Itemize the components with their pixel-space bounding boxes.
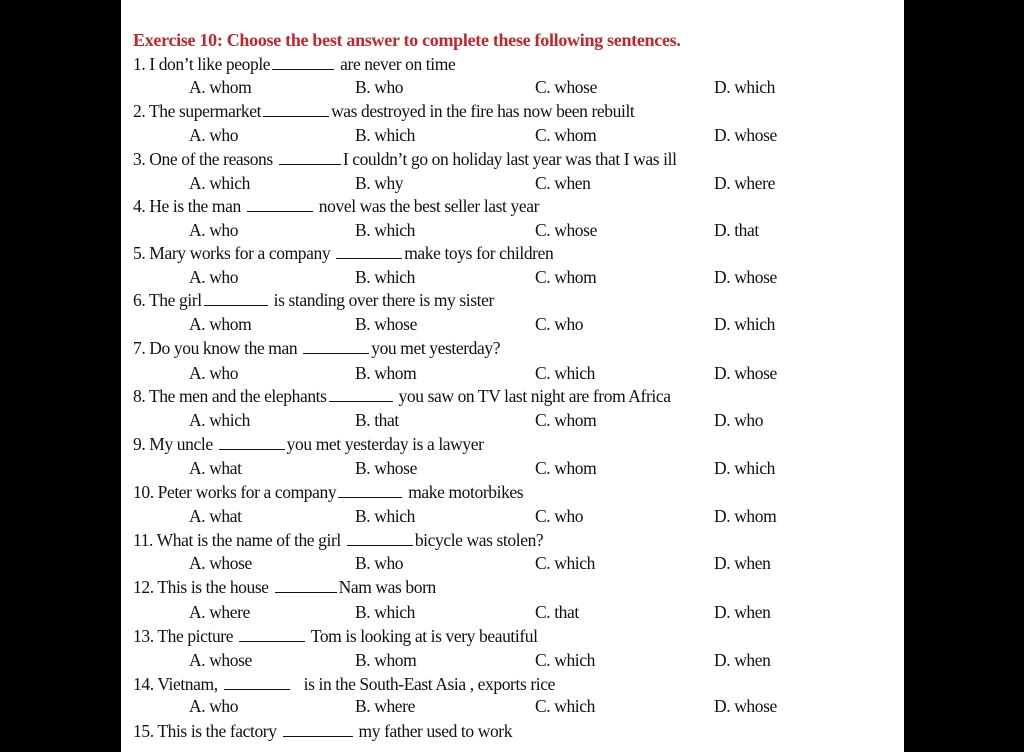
option-d: D. that xyxy=(714,220,759,240)
answer-blank xyxy=(338,483,402,498)
question-4-text: 4. He is the man xyxy=(133,196,241,216)
question-13-rest: Tom is looking at is very beautiful xyxy=(310,626,538,646)
question-8-rest: you saw on TV last night are from Africa xyxy=(398,386,671,406)
option-d: D. when xyxy=(714,553,771,573)
question-6 xyxy=(133,290,494,310)
question-2-text: 2. The supermarket xyxy=(133,101,262,121)
option-c: C. whom xyxy=(535,458,597,478)
option-a: A. who xyxy=(189,696,239,716)
option-c: C. who xyxy=(535,506,584,526)
option-b: B. who xyxy=(355,553,404,573)
question-10 xyxy=(133,482,523,502)
question-10-rest: make motorbikes xyxy=(408,482,524,502)
answer-blank xyxy=(283,722,353,737)
option-a: A. whom xyxy=(189,77,252,97)
question-3-text: 3. One of the reasons xyxy=(133,149,273,169)
question-4-rest: novel was the best seller last year xyxy=(318,196,540,216)
option-a: A. who xyxy=(189,267,239,287)
option-d: D. whose xyxy=(714,267,777,287)
option-b: B. whom xyxy=(355,650,417,670)
option-c: C. that xyxy=(535,602,579,622)
option-a: A. who xyxy=(189,220,239,240)
option-b: B. whose xyxy=(355,314,417,334)
option-a: A. where xyxy=(189,602,250,622)
option-c: C. whom xyxy=(535,267,597,287)
question-10-text: 10. Peter works for a company xyxy=(133,482,337,502)
option-a: A. whom xyxy=(189,314,252,334)
question-2-rest: was destroyed in the fire has now been rebuilt xyxy=(331,101,635,121)
option-d: D. when xyxy=(714,602,771,622)
option-b: B. whom xyxy=(355,363,417,383)
question-14-text: 14. Vietnam, xyxy=(133,674,218,694)
option-d: D. whose xyxy=(714,125,777,145)
option-c: C. when xyxy=(535,173,591,193)
answer-blank xyxy=(329,387,393,402)
worksheet-page xyxy=(121,0,904,752)
option-a: A. who xyxy=(189,125,239,145)
question-5-rest: make toys for children xyxy=(404,243,554,263)
option-a: A. whose xyxy=(189,553,252,573)
option-c: C. who xyxy=(535,314,584,334)
option-b: B. where xyxy=(355,696,415,716)
question-14-rest: is in the South-East Asia , exports rice xyxy=(303,674,555,694)
question-11-rest: bicycle was stolen? xyxy=(414,530,544,550)
answer-blank xyxy=(204,291,268,306)
question-11-text: 11. What is the name of the girl xyxy=(133,530,341,550)
question-15-text: 15. This is the factory xyxy=(133,721,277,741)
exercise-title: Exercise 10: Choose the best answer to complete these following sentences. xyxy=(133,30,681,50)
option-b: B. which xyxy=(355,602,415,622)
option-b: B. why xyxy=(355,173,404,193)
option-b: B. whose xyxy=(355,458,417,478)
option-a: A. what xyxy=(189,506,242,526)
option-b: B. who xyxy=(355,77,404,97)
option-c: C. which xyxy=(535,696,595,716)
question-8-text: 8. The men and the elephants xyxy=(133,386,327,406)
option-c: C. which xyxy=(535,363,595,383)
option-d: D. which xyxy=(714,314,775,334)
answer-blank xyxy=(275,578,337,593)
option-c: C. which xyxy=(535,650,595,670)
option-d: D. which xyxy=(714,77,775,97)
option-b: B. which xyxy=(355,506,415,526)
question-3 xyxy=(133,149,677,169)
question-1 xyxy=(133,54,455,74)
question-1-text: 1. I don’t like people xyxy=(133,54,271,74)
question-4 xyxy=(133,196,539,216)
answer-blank xyxy=(272,55,334,70)
question-12 xyxy=(133,577,436,597)
option-a: A. which xyxy=(189,173,250,193)
question-14 xyxy=(133,674,555,694)
option-d: D. whom xyxy=(714,506,777,526)
option-b: B. which xyxy=(355,220,415,240)
answer-blank xyxy=(247,197,313,212)
question-1-rest: are never on time xyxy=(340,54,456,74)
option-a: A. who xyxy=(189,363,239,383)
question-12-rest: Nam was born xyxy=(338,577,436,597)
answer-blank xyxy=(303,339,369,354)
answer-blank xyxy=(224,675,290,690)
question-6-text: 6. The girl xyxy=(133,290,202,310)
option-a: A. what xyxy=(189,458,242,478)
question-12-text: 12. This is the house xyxy=(133,577,269,597)
question-2 xyxy=(133,101,634,121)
option-b: B. which xyxy=(355,125,415,145)
question-13-text: 13. The picture xyxy=(133,626,234,646)
option-d: D. whose xyxy=(714,363,777,383)
option-c: C. whom xyxy=(535,410,597,430)
answer-blank xyxy=(239,627,305,642)
answer-blank xyxy=(279,150,341,165)
question-8 xyxy=(133,386,671,406)
answer-blank xyxy=(219,435,285,450)
option-c: C. whom xyxy=(535,125,597,145)
answer-blank xyxy=(347,531,413,546)
option-d: D. when xyxy=(714,650,771,670)
option-c: C. which xyxy=(535,553,595,573)
question-7 xyxy=(133,338,500,358)
question-11 xyxy=(133,530,543,550)
question-15 xyxy=(133,721,512,741)
question-15-rest: my father used to work xyxy=(358,721,513,741)
option-c: C. whose xyxy=(535,220,597,240)
question-5 xyxy=(133,243,553,263)
option-d: D. whose xyxy=(714,696,777,716)
question-9-rest: you met yesterday is a lawyer xyxy=(286,434,484,454)
option-a: A. whose xyxy=(189,650,252,670)
question-9 xyxy=(133,434,484,454)
question-9-text: 9. My uncle xyxy=(133,434,213,454)
option-c: C. whose xyxy=(535,77,597,97)
question-6-rest: is standing over there is my sister xyxy=(273,290,494,310)
option-d: D. who xyxy=(714,410,764,430)
option-a: A. which xyxy=(189,410,250,430)
question-7-rest: you met yesterday? xyxy=(371,338,501,358)
answer-blank xyxy=(336,244,402,259)
question-13 xyxy=(133,626,538,646)
answer-blank xyxy=(263,102,329,117)
option-b: B. which xyxy=(355,267,415,287)
option-d: D. which xyxy=(714,458,775,478)
question-7-text: 7. Do you know the man xyxy=(133,338,298,358)
option-d: D. where xyxy=(714,173,775,193)
question-3-rest: I couldn’t go on holiday last year was that I was ill xyxy=(342,149,677,169)
question-5-text: 5. Mary works for a company xyxy=(133,243,331,263)
option-b: B. that xyxy=(355,410,399,430)
